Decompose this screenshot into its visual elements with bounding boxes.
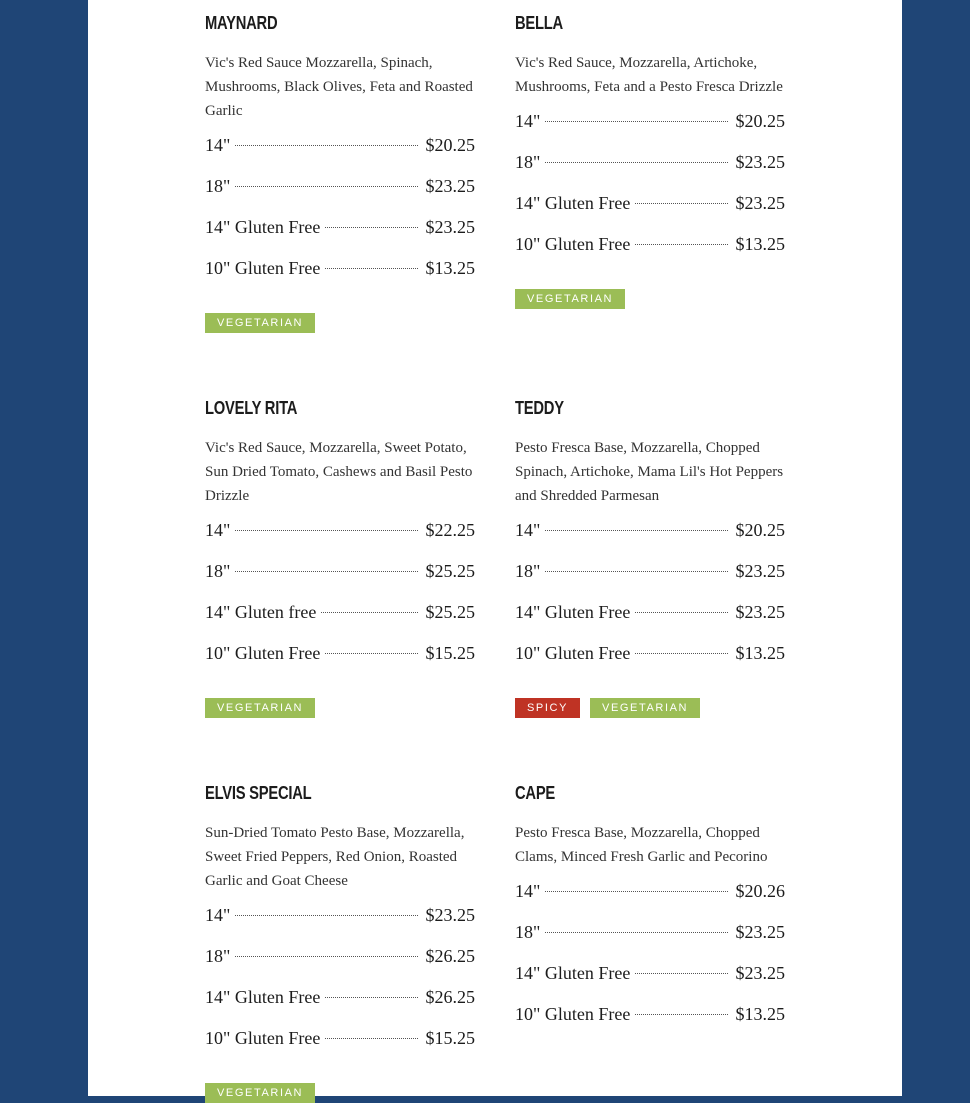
dot-leader (321, 612, 417, 613)
price-value: $15.25 (425, 1028, 475, 1048)
dot-leader (325, 227, 417, 228)
dot-leader (545, 530, 727, 531)
price-row (205, 559, 475, 600)
price-value: $13.25 (735, 643, 785, 663)
vegetarian-tag: VEGETARIAN (205, 313, 315, 333)
price-row (205, 215, 475, 256)
price-row (205, 600, 475, 641)
dot-leader (635, 653, 727, 654)
price-row (515, 232, 785, 273)
price-value: $23.25 (425, 217, 475, 237)
size-label: 18" (205, 176, 231, 196)
dot-leader (235, 186, 417, 187)
size-label: 14" (515, 881, 541, 901)
price-value: $13.25 (735, 1004, 785, 1024)
price-value: $13.25 (425, 258, 475, 278)
price-list (515, 109, 785, 273)
price-row (515, 961, 785, 1002)
price-row (515, 879, 785, 920)
item-description: Pesto Fresca Base, Mozzarella, Chopped Spinach, Artichoke, Mama Lil's Hot Peppers and Shredded Parmesan (515, 440, 784, 504)
dot-leader (635, 203, 727, 204)
item-name: TEDDY (515, 398, 564, 418)
price-value: $22.25 (425, 520, 475, 540)
size-label: 10" Gluten Free (205, 258, 321, 278)
size-label: 14" (515, 111, 541, 131)
dot-leader (235, 915, 417, 916)
size-label: 18" (515, 152, 541, 172)
price-value: $25.25 (425, 602, 475, 622)
price-value: $15.25 (425, 643, 475, 663)
price-list (205, 518, 475, 682)
price-value: $23.25 (425, 176, 475, 196)
price-row (515, 920, 785, 961)
price-list (515, 518, 785, 682)
dot-leader (545, 121, 727, 122)
tag-list (205, 313, 315, 333)
size-label: 14" Gluten Free (515, 193, 631, 213)
price-row (205, 256, 475, 297)
price-value: $20.25 (735, 111, 785, 131)
size-label: 10" Gluten Free (205, 1028, 321, 1048)
price-row (515, 600, 785, 641)
price-value: $20.25 (425, 135, 475, 155)
price-list (205, 133, 475, 297)
dot-leader (545, 162, 727, 163)
size-label: 14" Gluten Free (515, 963, 631, 983)
item-name: BELLA (515, 13, 563, 33)
price-row (205, 174, 475, 215)
tag-list (205, 1083, 315, 1103)
price-value: $26.25 (425, 946, 475, 966)
price-value: $23.25 (735, 922, 785, 942)
size-label: 14" (515, 520, 541, 540)
price-value: $20.26 (735, 881, 785, 901)
dot-leader (235, 530, 417, 531)
price-value: $20.25 (735, 520, 785, 540)
price-value: $13.25 (735, 234, 785, 254)
item-description: Vic's Red Sauce Mozzarella, Spinach, Mushrooms, Black Olives, Feta and Roasted Garlic (205, 55, 473, 119)
dot-leader (635, 973, 727, 974)
price-value: $23.25 (735, 602, 785, 622)
vegetarian-tag: VEGETARIAN (205, 698, 315, 718)
item-description: Sun-Dried Tomato Pesto Base, Mozzarella, Sweet Fried Peppers, Red Onion, Roasted Garlic and Goat Cheese (205, 825, 465, 889)
dot-leader (325, 653, 417, 654)
price-row (515, 518, 785, 559)
price-value: $23.25 (735, 963, 785, 983)
item-description: Vic's Red Sauce, Mozzarella, Sweet Potato, Sun Dried Tomato, Cashews and Basil Pesto Drizzle (205, 440, 473, 504)
dot-leader (325, 268, 417, 269)
dot-leader (235, 145, 417, 146)
price-row (205, 641, 475, 682)
price-list (205, 903, 475, 1067)
vegetarian-tag: VEGETARIAN (590, 698, 700, 718)
tag-list (515, 289, 625, 309)
item-description: Pesto Fresca Base, Mozzarella, Chopped Clams, Minced Fresh Garlic and Pecorino (515, 825, 768, 865)
price-value: $23.25 (425, 905, 475, 925)
price-row (205, 1026, 475, 1067)
price-row (515, 1002, 785, 1043)
price-row (515, 150, 785, 191)
item-name: ELVIS SPECIAL (205, 783, 312, 803)
price-row (205, 903, 475, 944)
spicy-tag: SPICY (515, 698, 580, 718)
price-value: $26.25 (425, 987, 475, 1007)
dot-leader (235, 956, 417, 957)
size-label: 14" Gluten Free (515, 602, 631, 622)
size-label: 10" Gluten Free (515, 643, 631, 663)
size-label: 18" (205, 946, 231, 966)
dot-leader (635, 612, 727, 613)
price-list (515, 879, 785, 1043)
price-row (205, 133, 475, 174)
menu-panel (88, 0, 902, 1099)
dot-leader (235, 571, 417, 572)
dot-leader (545, 571, 727, 572)
price-value: $23.25 (735, 561, 785, 581)
price-value: $23.25 (735, 193, 785, 213)
price-row (205, 985, 475, 1026)
dot-leader (545, 932, 727, 933)
price-row (515, 641, 785, 682)
tag-list (205, 698, 315, 718)
size-label: 18" (515, 561, 541, 581)
size-label: 10" Gluten Free (515, 1004, 631, 1024)
price-value: $23.25 (735, 152, 785, 172)
price-row (205, 518, 475, 559)
size-label: 14" (205, 135, 231, 155)
dot-leader (325, 1038, 417, 1039)
dot-leader (635, 1014, 727, 1015)
price-row (515, 559, 785, 600)
size-label: 18" (515, 922, 541, 942)
tag-list (515, 698, 700, 718)
size-label: 14" (205, 520, 231, 540)
vegetarian-tag: VEGETARIAN (515, 289, 625, 309)
price-value: $25.25 (425, 561, 475, 581)
item-name: LOVELY RITA (205, 398, 298, 418)
dot-leader (545, 891, 727, 892)
item-description: Vic's Red Sauce, Mozzarella, Artichoke, Mushrooms, Feta and a Pesto Fresca Drizzle (515, 55, 783, 95)
size-label: 14" Gluten Free (205, 987, 321, 1007)
price-row (515, 191, 785, 232)
dot-leader (635, 244, 727, 245)
item-name: CAPE (515, 783, 556, 803)
dot-leader (325, 997, 417, 998)
size-label: 14" Gluten free (205, 602, 317, 622)
size-label: 10" Gluten Free (515, 234, 631, 254)
size-label: 10" Gluten Free (205, 643, 321, 663)
size-label: 18" (205, 561, 231, 581)
size-label: 14" Gluten Free (205, 217, 321, 237)
size-label: 14" (205, 905, 231, 925)
price-row (515, 109, 785, 150)
item-name: MAYNARD (205, 13, 278, 33)
vegetarian-tag: VEGETARIAN (205, 1083, 315, 1103)
price-row (205, 944, 475, 985)
